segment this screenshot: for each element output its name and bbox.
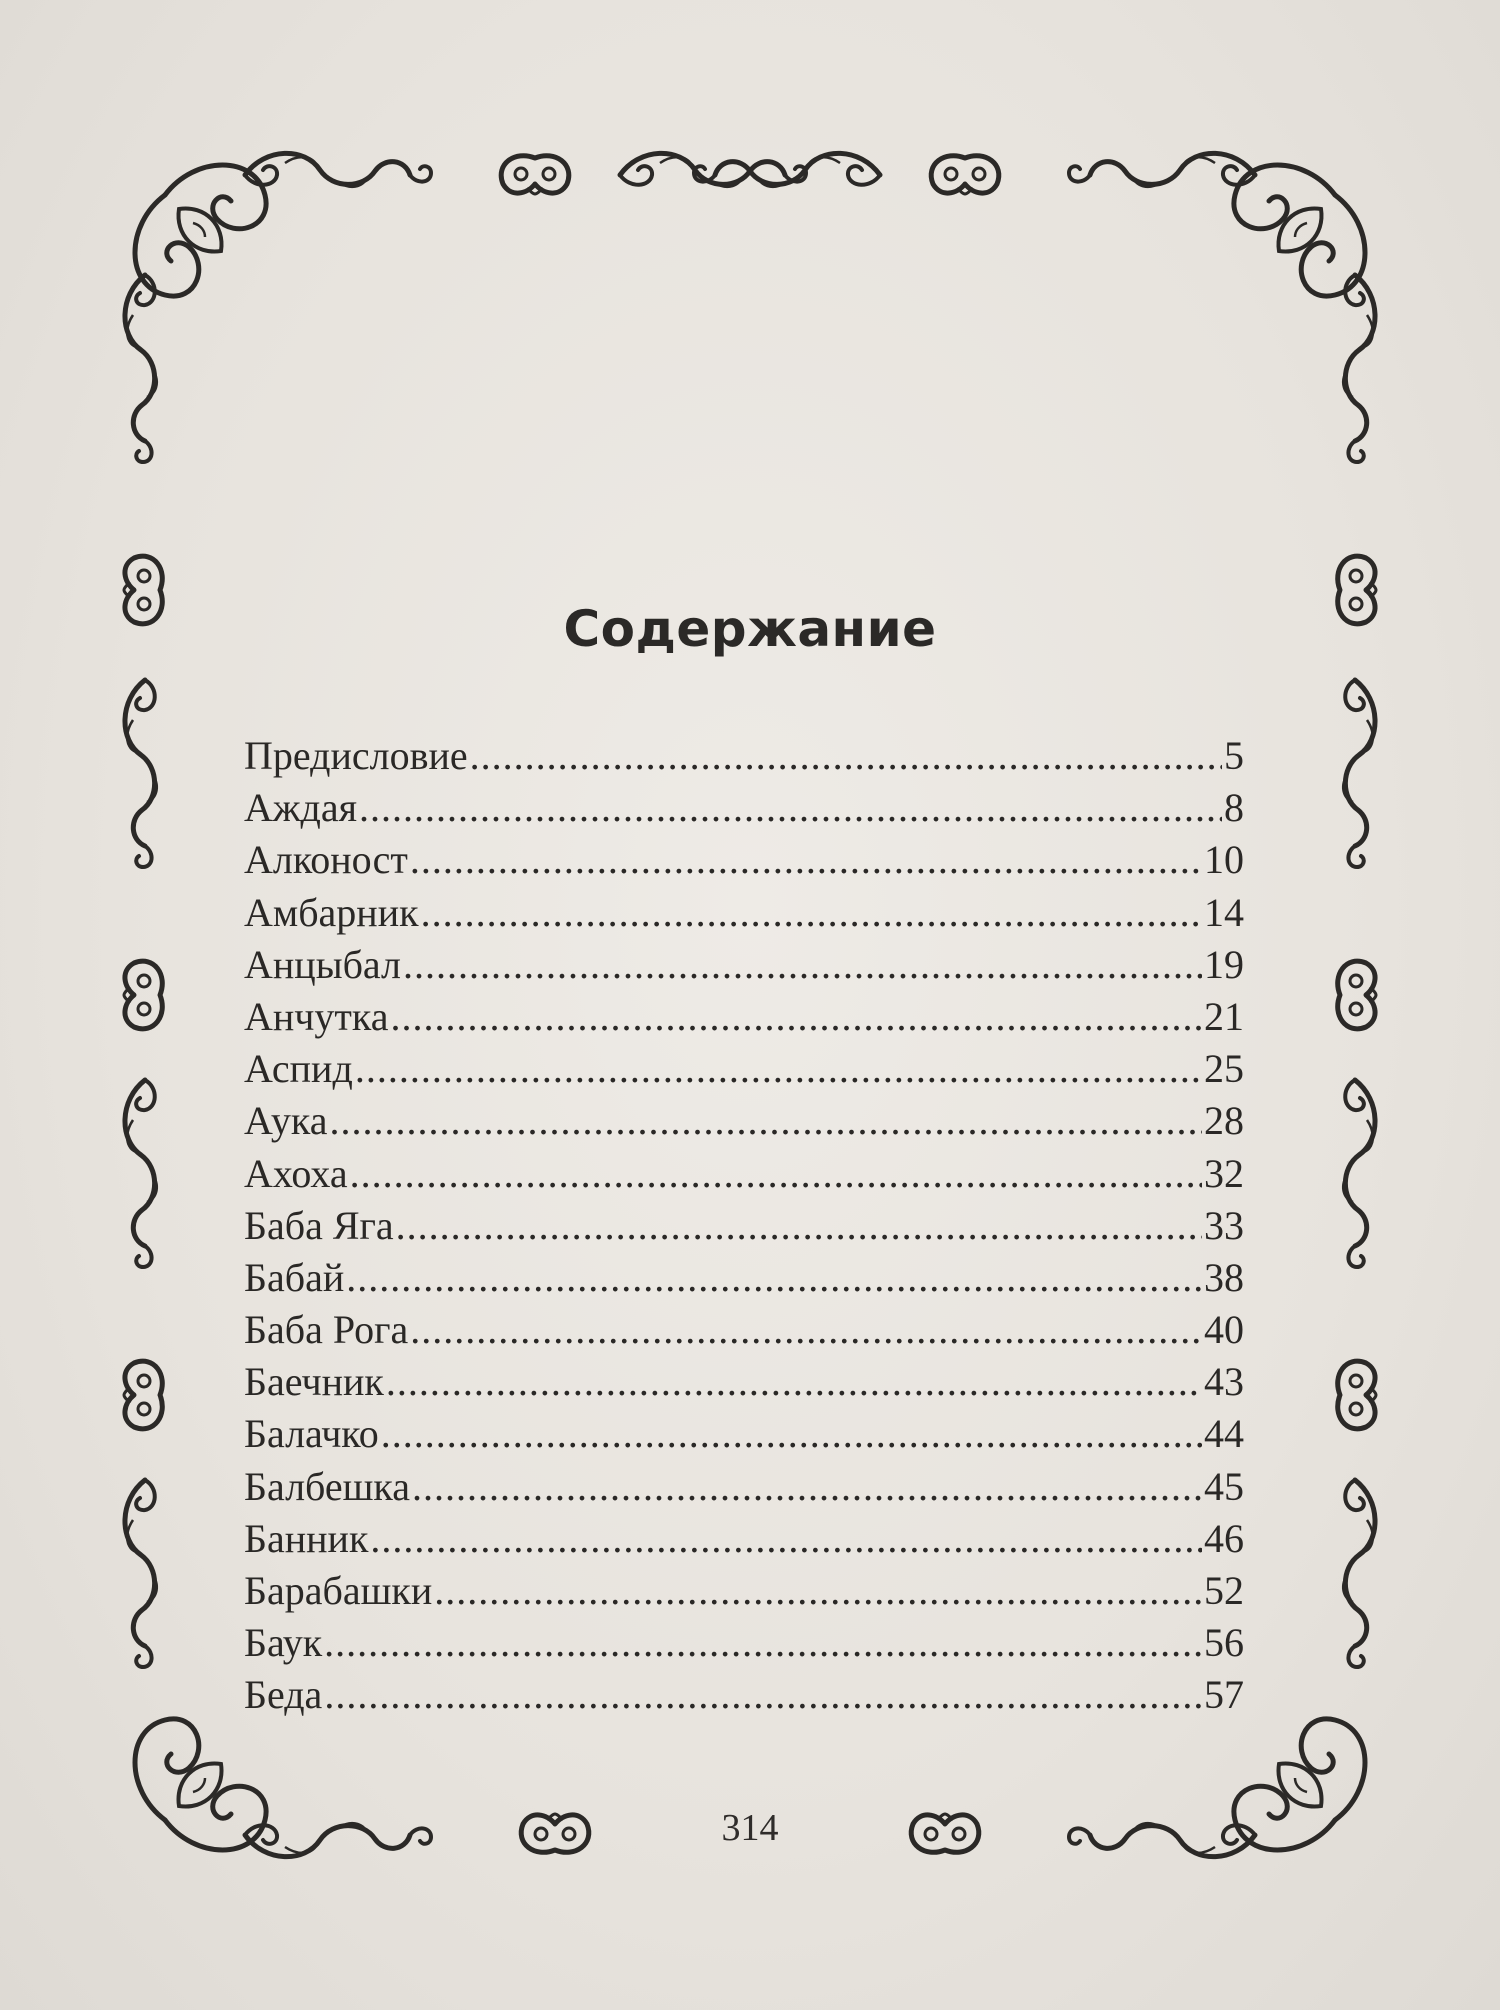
- toc-entry-page: 5: [1224, 733, 1244, 778]
- toc-entry-title: Банник: [244, 1515, 369, 1561]
- toc-dot-leader: [470, 730, 1222, 782]
- toc-entry: [244, 1043, 1244, 1095]
- toc-entry-page: 25: [1204, 1046, 1244, 1092]
- toc-entry-page: 10: [1204, 837, 1244, 883]
- page-number: 314: [721, 1807, 779, 1849]
- toc-entry-title: Ахоха: [244, 1150, 348, 1196]
- toc-entry-title: Баук: [244, 1620, 323, 1666]
- toc-entry-page: 32: [1204, 1150, 1244, 1196]
- toc-entry: [244, 887, 1244, 939]
- toc-entry: [244, 1304, 1244, 1356]
- toc-entry-page: 40: [1204, 1307, 1244, 1353]
- toc-entry: [244, 1513, 1244, 1565]
- toc-entry-page: 14: [1204, 889, 1244, 935]
- toc-entry: [244, 1356, 1244, 1408]
- toc-entry-page: 33: [1204, 1202, 1244, 1248]
- toc-dot-leader: [386, 1356, 1202, 1408]
- toc-dot-leader: [329, 1095, 1202, 1147]
- toc-dot-leader: [350, 1148, 1202, 1200]
- toc-entry-page: 43: [1204, 1359, 1244, 1405]
- toc-entry-page: 56: [1204, 1620, 1244, 1666]
- toc-entry-title: Баба Рога: [244, 1307, 409, 1353]
- toc-entry: [244, 1565, 1244, 1617]
- toc-dot-leader: [381, 1408, 1202, 1460]
- toc-dot-leader: [396, 1200, 1202, 1252]
- toc-entry-title: Баечник: [244, 1359, 384, 1405]
- toc-entry: [244, 991, 1244, 1043]
- toc-entry-title: Анчутка: [244, 993, 389, 1039]
- toc-dot-leader: [355, 1043, 1202, 1095]
- toc-entry-title: Аждая: [244, 785, 358, 831]
- toc-entry-page: 57: [1204, 1672, 1244, 1718]
- toc-entry-page: 44: [1204, 1411, 1244, 1457]
- toc-entry-title: Барабашки: [244, 1568, 433, 1613]
- toc-entry-title: Беда: [244, 1672, 323, 1718]
- toc-entry-page: 19: [1204, 941, 1244, 987]
- toc-entry-page: 21: [1204, 993, 1244, 1039]
- toc-entry-title: Бабай: [244, 1254, 345, 1300]
- toc-dot-leader: [434, 1565, 1202, 1617]
- toc-dot-leader: [421, 887, 1202, 939]
- toc-entry-page: 45: [1204, 1463, 1244, 1509]
- page-title: Содержание: [563, 600, 937, 658]
- toc-entry-title: Анцыбал: [244, 941, 401, 987]
- toc-entry-title: Аспид: [244, 1046, 353, 1092]
- toc-entry-title: Баба Яга: [244, 1202, 394, 1248]
- toc-entry: [244, 1617, 1244, 1669]
- toc-entry: [244, 1461, 1244, 1513]
- toc-dot-leader: [412, 1461, 1202, 1513]
- toc-entry-title: Предисловие: [244, 733, 468, 778]
- toc-entry-page: 8: [1224, 785, 1244, 831]
- toc-entry: [244, 834, 1244, 886]
- toc-dot-leader: [403, 939, 1202, 991]
- toc-entry: [244, 1200, 1244, 1252]
- toc-dot-leader: [346, 1252, 1202, 1304]
- toc-dot-leader: [410, 834, 1202, 886]
- toc-entry: [244, 1408, 1244, 1460]
- toc-entry: [244, 1148, 1244, 1200]
- toc-dot-leader: [359, 782, 1222, 834]
- toc-dot-leader: [324, 1669, 1202, 1721]
- toc-entry: [244, 730, 1244, 782]
- toc-dot-leader: [370, 1513, 1202, 1565]
- toc-dot-leader: [390, 991, 1202, 1043]
- toc-entry: [244, 782, 1244, 834]
- toc-entry-page: 46: [1204, 1515, 1244, 1561]
- toc-entry-page: 28: [1204, 1098, 1244, 1144]
- table-of-contents: [244, 730, 1244, 1722]
- toc-entry-page: 52: [1204, 1568, 1244, 1613]
- toc-dot-leader: [324, 1617, 1202, 1669]
- toc-entry-title: Балбешка: [244, 1463, 410, 1509]
- toc-entry: [244, 1669, 1244, 1721]
- toc-entry: [244, 1252, 1244, 1304]
- toc-entry-title: Амбарник: [244, 889, 419, 935]
- toc-entry-title: Алконост: [244, 837, 408, 883]
- toc-entry: [244, 939, 1244, 991]
- toc-entry-title: Балачко: [244, 1411, 379, 1457]
- toc-entry: [244, 1095, 1244, 1147]
- toc-entry-title: Аука: [244, 1098, 328, 1144]
- toc-dot-leader: [410, 1304, 1202, 1356]
- toc-entry-page: 38: [1204, 1254, 1244, 1300]
